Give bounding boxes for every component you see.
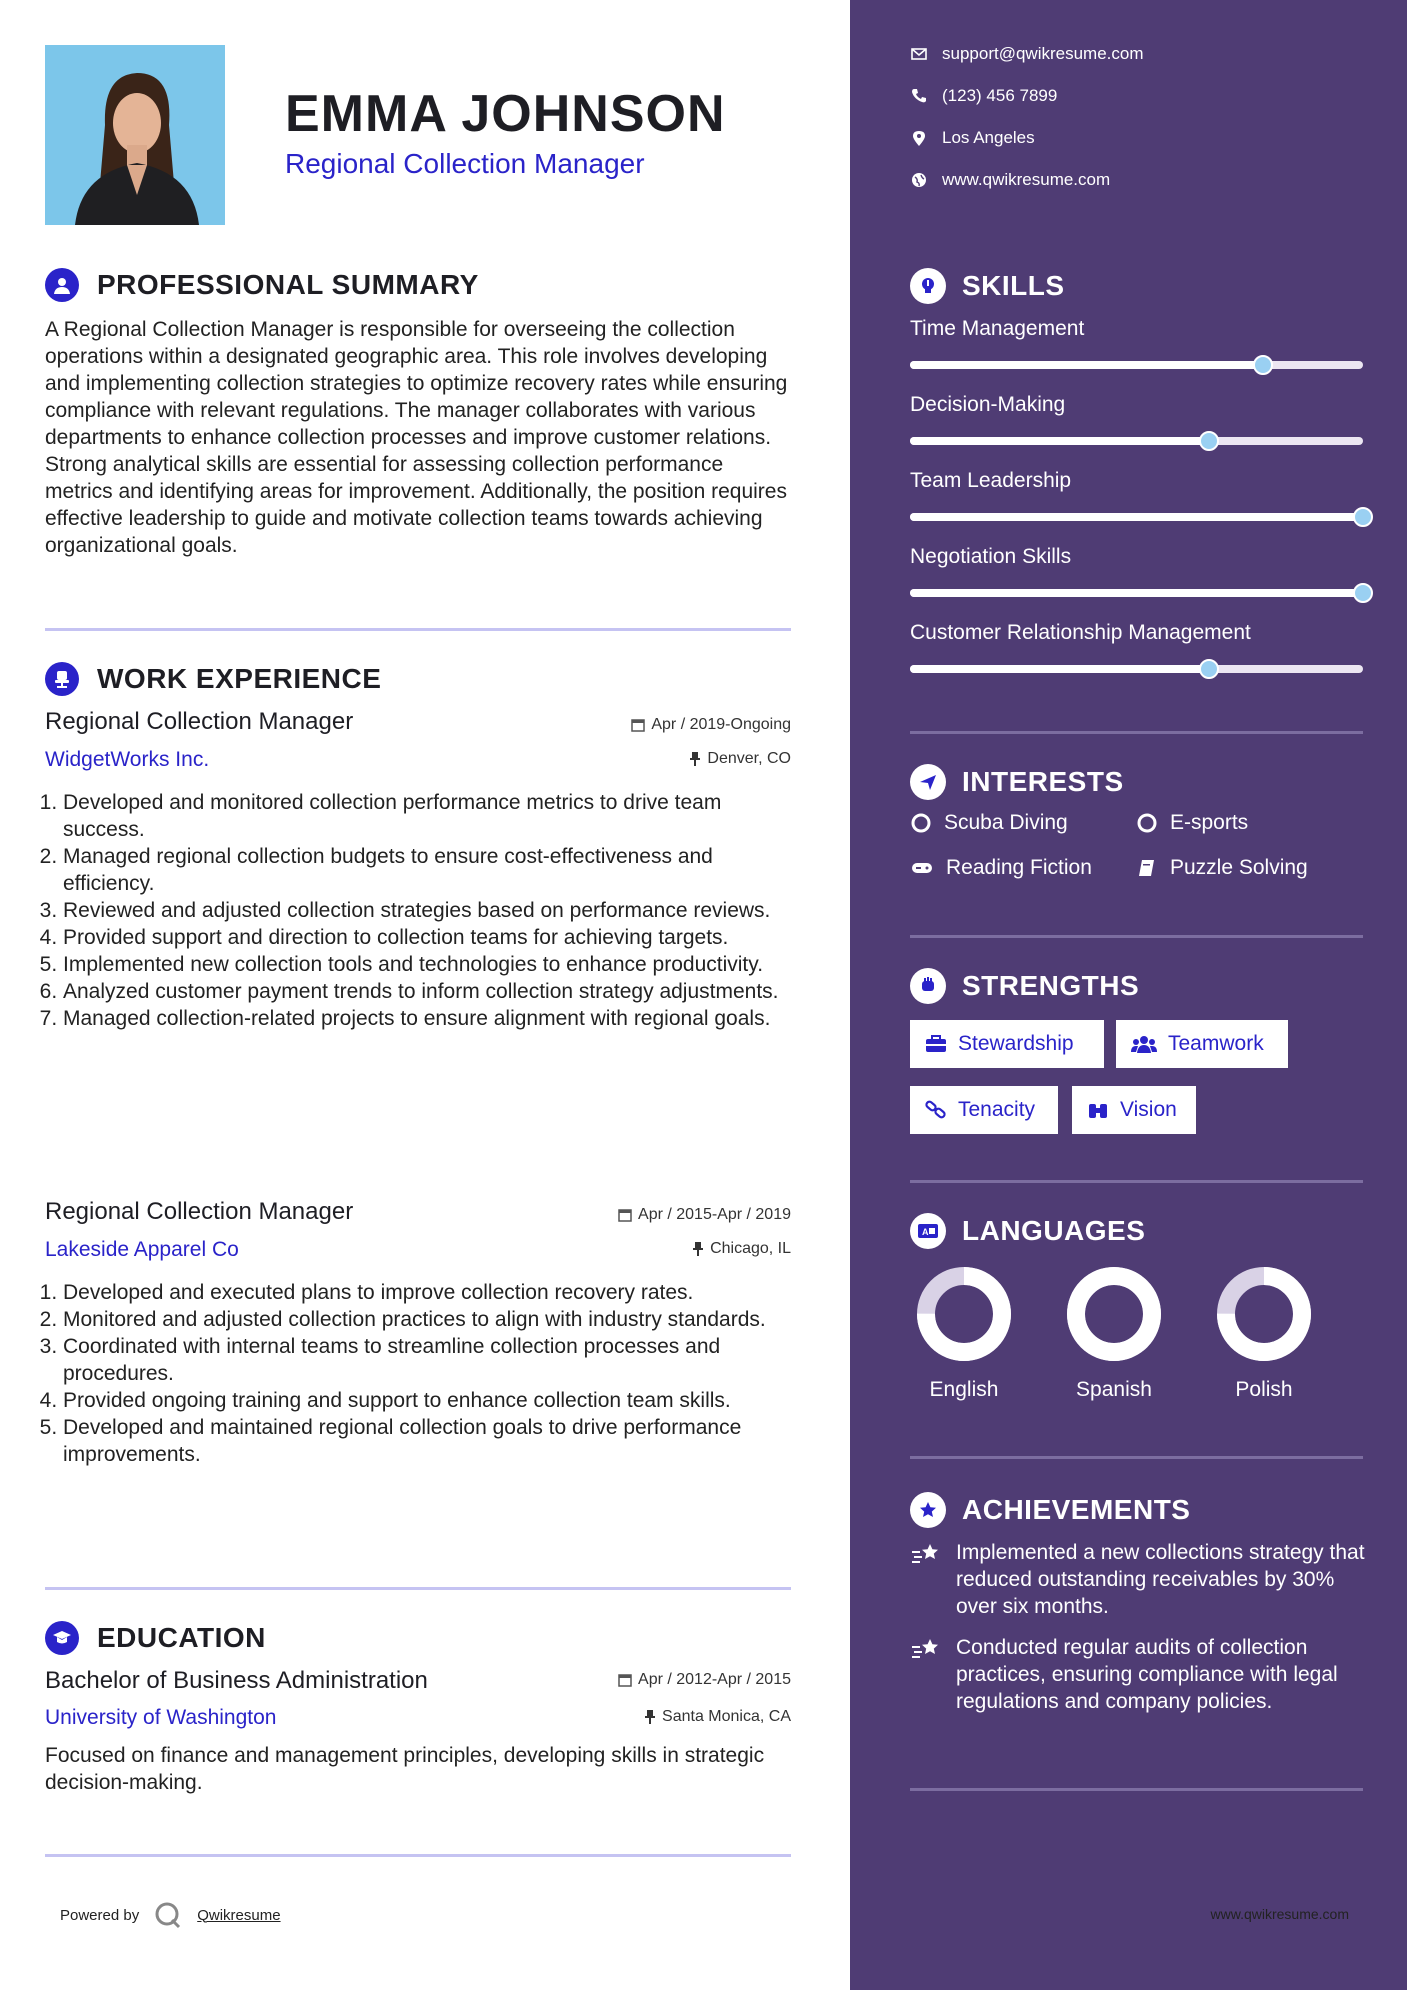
skill-bar-fill — [910, 589, 1363, 597]
interests-header — [910, 764, 1124, 800]
footer-branding — [60, 1900, 281, 1930]
divider — [45, 1854, 791, 1857]
education-dates-text: Apr / 2012-Apr / 2015 — [638, 1671, 791, 1688]
strength-label: Teamwork — [1168, 1032, 1264, 1055]
summary-header — [45, 268, 479, 302]
skill-bar — [910, 513, 1363, 521]
experience-header — [45, 662, 381, 696]
pin-icon — [689, 752, 701, 766]
duty-item: 5. Implemented new collection tools and technologies to enhance productivity. — [63, 951, 808, 978]
link-icon — [924, 1100, 948, 1120]
skill-bar-fill — [910, 665, 1209, 673]
company-name: WidgetWorks Inc. — [45, 748, 210, 771]
paper-plane-icon — [910, 764, 946, 800]
education-location-text: Santa Monica, CA — [662, 1708, 791, 1725]
strengths-header — [910, 968, 1139, 1004]
candidate-title: Regional Collection Manager — [285, 148, 645, 179]
skills-heading: SKILLS — [962, 270, 1065, 301]
skill-bar-fill — [910, 437, 1209, 445]
divider — [910, 935, 1363, 938]
language-label: English — [929, 1378, 999, 1401]
contact-email-text: support@qwikresume.com — [942, 44, 1144, 63]
fist-icon — [910, 968, 946, 1004]
strengths-heading: STRENGTHS — [962, 970, 1140, 1001]
user-icon — [45, 268, 79, 302]
envelope-icon — [910, 45, 928, 63]
language-label: Polish — [1235, 1378, 1293, 1401]
contact-phone-text: (123) 456 7899 — [942, 86, 1058, 105]
school-name: University of Washington — [45, 1706, 277, 1729]
achievement-text: Implemented a new collections strategy that reduced outstanding receivables by 30% over six months. — [956, 1541, 1365, 1618]
svg-text:A: A — [922, 1227, 929, 1237]
education-location — [644, 1708, 791, 1726]
divider — [910, 731, 1363, 734]
shooting-star-icon — [910, 1636, 942, 1662]
contact-website[interactable] — [910, 170, 1110, 190]
skills-header — [910, 268, 1065, 304]
profile-photo — [45, 45, 225, 225]
education-header — [45, 1621, 266, 1655]
duty-list — [45, 789, 808, 1032]
job-location-text: Chicago, IL — [710, 1240, 791, 1257]
achievements-header — [910, 1492, 1190, 1528]
summary-text: A Regional Collection Manager is responsible for overseeing the collection operations within a designated geographic area. This role involves developing and implementing collection strategies to optimize recovery rates while ensuring compliance with relevant regulations. The manager collaborates with various departments to enhance collection processes and improve customer relations. Strong analytical skills are essential for assessing collection performance metrics and identifying areas for improvement. Additionally, the position requires effective leadership to guide and motivate collection teams towards achieving organizational goals. — [45, 318, 788, 557]
interest-item — [1136, 811, 1248, 835]
pin-icon — [692, 1242, 704, 1256]
calendar-icon — [618, 1208, 632, 1222]
chair-icon — [45, 662, 79, 696]
interests-heading: INTERESTS — [962, 766, 1124, 797]
divider — [45, 1587, 791, 1590]
language-item — [904, 1264, 1024, 1402]
skill-name: Time Management — [910, 317, 1085, 340]
interest-item — [1136, 856, 1308, 880]
job-dates — [618, 1206, 791, 1224]
strength-label: Vision — [1120, 1098, 1177, 1121]
duty-item: 5. Developed and maintained regional collection goals to drive performance improvements. — [63, 1414, 808, 1468]
strength-chip — [1116, 1020, 1288, 1068]
book-icon — [1136, 857, 1158, 879]
experience-heading: WORK EXPERIENCE — [97, 663, 382, 694]
language-ring — [1064, 1264, 1164, 1364]
job-location — [689, 750, 791, 768]
duty-item: 4. Provided support and direction to collection teams for achieving targets. — [63, 924, 808, 951]
qwikresume-link[interactable]: Qwikresume — [197, 1906, 281, 1924]
powered-by-label: Powered by — [60, 1906, 140, 1924]
education-heading: EDUCATION — [97, 1622, 266, 1653]
job-dates-text: Apr / 2015-Apr / 2019 — [638, 1206, 791, 1223]
language-ring — [1214, 1264, 1314, 1364]
lifebuoy-icon — [1136, 812, 1158, 834]
globe-icon — [910, 171, 928, 189]
divider — [45, 628, 791, 631]
language-item — [1054, 1264, 1174, 1402]
users-icon — [1130, 1034, 1158, 1054]
language-ring — [914, 1264, 1014, 1364]
lightbulb-icon — [910, 268, 946, 304]
company-name: Lakeside Apparel Co — [45, 1238, 239, 1261]
strength-label: Stewardship — [958, 1032, 1074, 1055]
skill-bar — [910, 589, 1363, 597]
language-icon — [910, 1213, 946, 1249]
duty-item: 1. Developed and monitored collection performance metrics to drive team success. — [63, 789, 808, 843]
languages-heading: LANGUAGES — [962, 1215, 1146, 1246]
skill-bar-knob — [1199, 431, 1219, 451]
calendar-icon — [631, 718, 645, 732]
divider — [910, 1456, 1363, 1459]
contact-email[interactable] — [910, 44, 1144, 64]
job-location — [692, 1240, 791, 1258]
languages-header — [910, 1213, 1145, 1249]
duty-item: 2. Managed regional collection budgets to ensure cost-effectiveness and efficiency. — [63, 843, 808, 897]
candidate-name: EMMA JOHNSON — [285, 85, 726, 143]
job-title: Regional Collection Manager — [45, 708, 354, 735]
duty-item: 7. Managed collection-related projects to ensure alignment with regional goals. — [63, 1005, 808, 1032]
skill-name: Negotiation Skills — [910, 545, 1072, 568]
skill-bar-fill — [910, 513, 1363, 521]
graduation-icon — [45, 1621, 79, 1655]
education-description: Focused on finance and management principles, developing skills in strategic decision-making. — [45, 1744, 765, 1794]
degree-title: Bachelor of Business Administration — [45, 1667, 428, 1694]
skill-bar — [910, 665, 1363, 673]
skill-bar-knob — [1353, 583, 1373, 603]
interest-label: Reading Fiction — [946, 856, 1092, 879]
duty-item: 1. Developed and executed plans to improve collection recovery rates. — [63, 1279, 808, 1306]
language-ring-fill — [1076, 1276, 1152, 1352]
skill-bar-knob — [1199, 659, 1219, 679]
skill-name: Team Leadership — [910, 469, 1072, 492]
star-badge-icon — [910, 1492, 946, 1528]
skill-name: Decision-Making — [910, 393, 1066, 416]
duty-item: 4. Provided ongoing training and support to enhance collection team skills. — [63, 1387, 808, 1414]
achievement-item — [910, 1539, 1370, 1620]
duty-item: 3. Coordinated with internal teams to streamline collection processes and procedures. — [63, 1333, 808, 1387]
strength-chip — [910, 1086, 1058, 1134]
duty-list — [45, 1279, 808, 1468]
briefcase-icon — [924, 1034, 948, 1054]
job-dates-text: Apr / 2019-Ongoing — [651, 716, 791, 733]
gamepad-icon — [910, 857, 934, 879]
skill-bar — [910, 361, 1363, 369]
achievements-heading: ACHIEVEMENTS — [962, 1494, 1191, 1525]
map-pin-icon — [910, 129, 928, 147]
contact-phone — [910, 86, 1057, 106]
shooting-star-icon — [910, 1541, 942, 1567]
interest-label: Scuba Diving — [944, 811, 1068, 834]
achievement-item — [910, 1634, 1370, 1715]
education-dates — [618, 1671, 791, 1689]
job-dates — [631, 716, 791, 734]
duty-item: 3. Reviewed and adjusted collection strategies based on performance reviews. — [63, 897, 808, 924]
language-label: Spanish — [1076, 1378, 1152, 1401]
interest-label: Puzzle Solving — [1170, 856, 1308, 879]
phone-icon — [910, 87, 928, 105]
calendar-icon — [618, 1673, 632, 1687]
duty-item: 2. Monitored and adjusted collection practices to align with industry standards. — [63, 1306, 808, 1333]
job-location-text: Denver, CO — [707, 750, 791, 767]
pin-icon — [644, 1710, 656, 1724]
divider — [910, 1180, 1363, 1183]
skill-bar-knob — [1353, 507, 1373, 527]
lifebuoy-icon — [910, 812, 932, 834]
achievement-text: Conducted regular audits of collection practices, ensuring compliance with legal regulations and company policies. — [956, 1636, 1338, 1713]
divider — [910, 1788, 1363, 1791]
language-item — [1204, 1264, 1324, 1402]
contact-website-text: www.qwikresume.com — [942, 170, 1111, 189]
strength-chip — [910, 1020, 1104, 1068]
footer-website[interactable]: www.qwikresume.com — [1210, 1906, 1349, 1922]
strength-chip — [1072, 1086, 1196, 1134]
summary-heading: PROFESSIONAL SUMMARY — [97, 269, 479, 300]
job-title: Regional Collection Manager — [45, 1198, 354, 1225]
skill-name: Customer Relationship Management — [910, 621, 1251, 644]
duty-item: 6. Analyzed customer payment trends to inform collection strategy adjustments. — [63, 978, 808, 1005]
interest-item — [910, 856, 1092, 880]
skill-bar-fill — [910, 361, 1263, 369]
skill-bar — [910, 437, 1363, 445]
interest-item — [910, 811, 1068, 835]
contact-location-text: Los Angeles — [942, 128, 1035, 147]
qwikresume-logo-icon — [153, 1900, 183, 1930]
strength-label: Tenacity — [958, 1098, 1036, 1121]
binoculars-icon — [1086, 1100, 1110, 1120]
interest-label: E-sports — [1170, 811, 1249, 834]
contact-location — [910, 128, 1035, 148]
